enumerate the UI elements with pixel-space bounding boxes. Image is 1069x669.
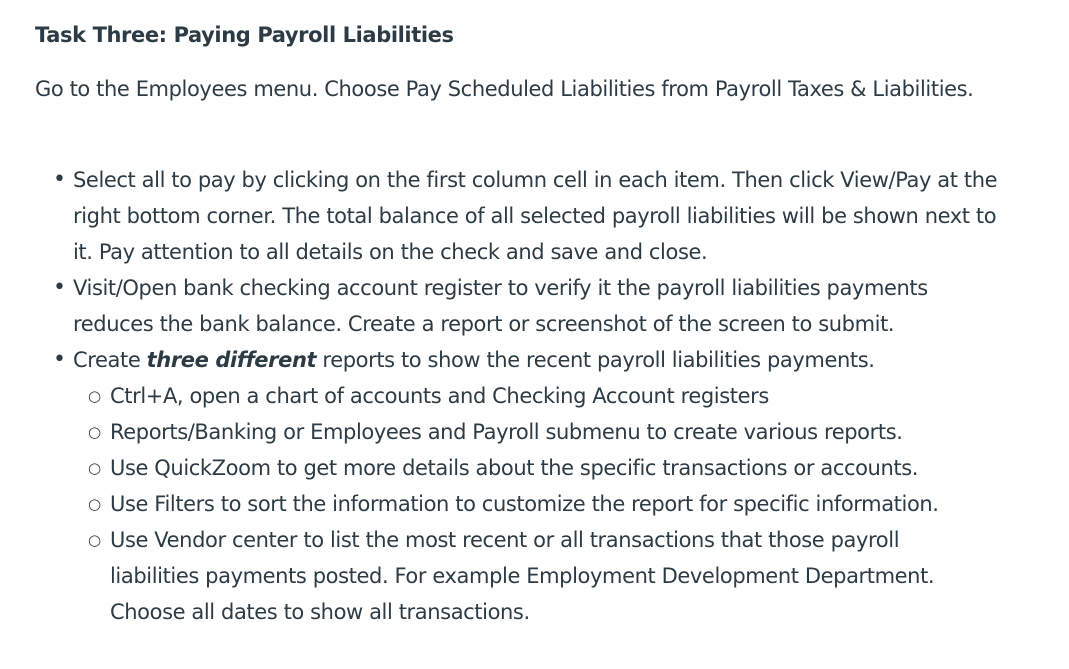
- sub-list-item-text: Use QuickZoom to get more details about the specific transactions or accounts.: [110, 456, 919, 480]
- list-item-text: Visit/Open bank checking account register to verify it the payroll liabilities payments reduces the bank balance. Create a report or screenshot of the screen to submit.: [73, 276, 928, 336]
- sub-list-item: [73, 522, 970, 630]
- sub-list-item-text: Use Vendor center to list the most recent or all transactions that those payroll liabilities payments posted. For example Employment Development Department. Choose all dates to show all transactions.: [110, 528, 935, 624]
- sub-list-item: [73, 450, 970, 486]
- sub-list-item-text: Ctrl+A, open a chart of accounts and Checking Account registers: [110, 384, 769, 408]
- task-heading: Task Three: Paying Payroll Liabilities: [35, 23, 454, 47]
- circle-bullet-icon: ○: [88, 531, 101, 549]
- circle-bullet-icon: ○: [88, 387, 101, 405]
- bullet-icon: •: [53, 275, 66, 300]
- list-item: [35, 162, 1003, 270]
- intro-paragraph: Go to the Employees menu. Choose Pay Scheduled Liabilities from Payroll Taxes & Liabilities.: [35, 77, 974, 101]
- sub-list-item: [73, 414, 970, 450]
- list-item: [35, 342, 1003, 630]
- emphasis-text: three different: [146, 348, 317, 372]
- sub-list-item-text: Use Filters to sort the information to customize the report for specific information.: [110, 492, 939, 516]
- list-item-text: Select all to pay by clicking on the first column cell in each item. Then click View/Pay at the right bottom corner. The total balance of all selected payroll liabilities will be shown next to it. Pay attention to all details on the check and save and close.: [73, 168, 998, 264]
- bullet-icon: •: [53, 167, 66, 192]
- sub-list-item-text: Reports/Banking or Employees and Payroll submenu to create various reports.: [110, 420, 903, 444]
- sub-list: [73, 378, 1003, 630]
- circle-bullet-icon: ○: [88, 423, 101, 441]
- bullet-icon: •: [53, 347, 66, 372]
- instruction-list: [35, 162, 1003, 630]
- list-item-text-suffix: reports to show the recent payroll liabilities payments.: [316, 348, 875, 372]
- circle-bullet-icon: ○: [88, 495, 101, 513]
- list-item-text-prefix: Create: [73, 348, 147, 372]
- list-item: [35, 270, 1003, 342]
- sub-list-item: [73, 378, 970, 414]
- sub-list-item: [73, 486, 970, 522]
- circle-bullet-icon: ○: [88, 459, 101, 477]
